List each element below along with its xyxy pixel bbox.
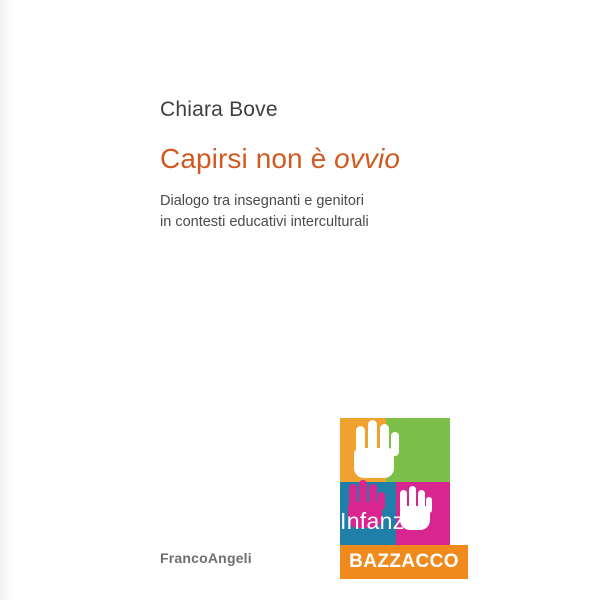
series-name-label: Infanzie [340,510,423,533]
title-plain-part: Capirsi non è [160,143,335,174]
subtitle-line-1: Dialogo tra insegnanti e genitori [160,192,364,209]
imprint-bar [340,545,468,579]
imprint-label: BAZZACCO [349,551,459,572]
book-subtitle [160,191,560,233]
book-title [160,144,560,175]
page-edge-shadow [0,0,14,600]
title-italic-part: ovvio [334,143,401,174]
publisher-logo: FrancoAngeli [160,550,252,566]
subtitle-line-2: in contesti educativi interculturali [160,213,369,230]
author-name: Chiara Bove [160,98,278,121]
cover-text-block [160,98,560,233]
